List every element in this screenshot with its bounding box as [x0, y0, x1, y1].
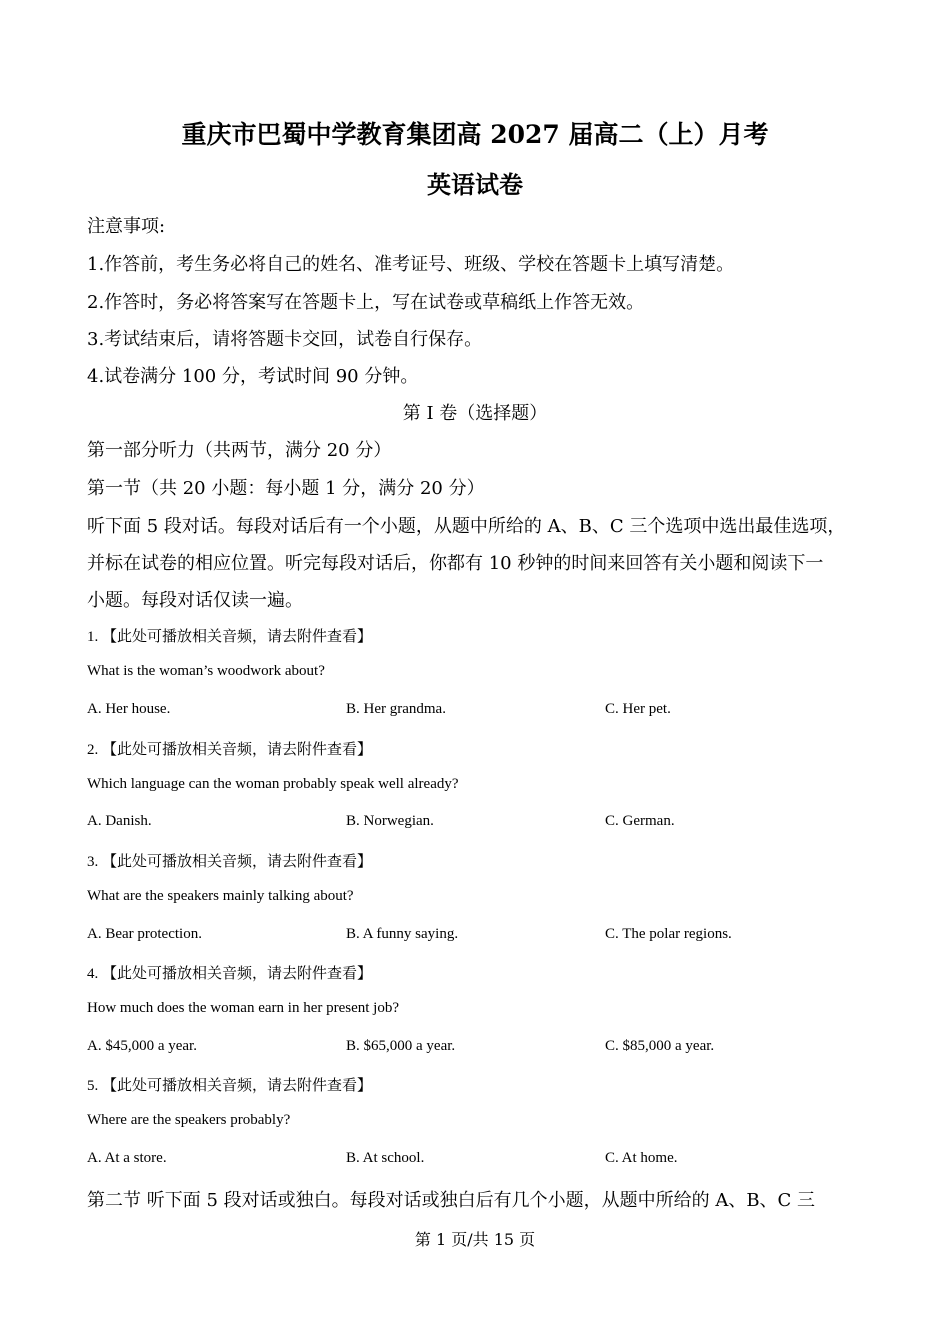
instruction-line: 并标在试卷的相应位置。听完每段对话后，你都有 10 秒钟的时间来回答有关小题和阅读下一 [87, 553, 824, 574]
option-c: C. At home. [605, 1150, 678, 1166]
page-footer: 第 1 页/共 15 页 [414, 1230, 536, 1249]
option-a: A. Danish. [87, 813, 152, 829]
notice-item: 4.试卷满分 100 分，考试时间 90 分钟。 [87, 366, 419, 387]
audio-placeholder[interactable]: 2. 【此处可播放相关音频，请去附件查看】 [87, 742, 373, 758]
instruction-line: 小题。每段对话仅读一遍。 [87, 590, 303, 611]
question-text: What is the woman’s woodwork about? [87, 663, 325, 679]
page-subtitle: 英语试卷 [427, 170, 523, 199]
option-b: B. $65,000 a year. [346, 1038, 456, 1054]
instruction-line: 听下面 5 段对话。每段对话后有一个小题，从题中所给的 A、B、C 三个选项中选出最佳选项， [87, 516, 846, 537]
option-b: B. Her grandma. [346, 701, 446, 717]
notice-item: 3.考试结束后，请将答题卡交回，试卷自行保存。 [87, 329, 483, 350]
part-heading: 第一部分听力（共两节，满分 20 分） [87, 440, 392, 461]
section-heading: 第二节 听下面 5 段对话或独白。每段对话或独白后有几个小题，从题中所给的 A、B、C 三 [87, 1190, 816, 1211]
option-c: C. German. [605, 813, 675, 829]
option-a: A. $45,000 a year. [87, 1038, 197, 1054]
option-c: C. The polar regions. [605, 926, 732, 942]
section-heading: 第一节（共 20 小题：每小题 1 分，满分 20 分） [87, 478, 485, 499]
volume-heading: 第 I 卷（选择题） [402, 403, 548, 424]
question-text: What are the speakers mainly talking about? [87, 888, 354, 904]
notice-heading: 注意事项: [87, 216, 166, 237]
notice-item: 1.作答前，考生务必将自己的姓名、准考证号、班级、学校在答题卡上填写清楚。 [87, 254, 735, 275]
option-a: A. At a store. [87, 1150, 167, 1166]
question-text: Which language can the woman probably speak well already? [87, 776, 459, 792]
notice-item: 2.作答时，务必将答案写在答题卡上，写在试卷或草稿纸上作答无效。 [87, 292, 645, 313]
option-b: B. Norwegian. [346, 813, 434, 829]
audio-placeholder[interactable]: 4. 【此处可播放相关音频，请去附件查看】 [87, 966, 373, 982]
option-a: A. Her house. [87, 701, 171, 717]
option-b: B. A funny saying. [346, 926, 459, 942]
audio-placeholder[interactable]: 1. 【此处可播放相关音频，请去附件查看】 [87, 629, 373, 645]
page-title: 重庆市巴蜀中学教育集团高 2027 届高二（上）月考 [181, 120, 769, 149]
question-text: Where are the speakers probably? [87, 1112, 291, 1128]
option-a: A. Bear protection. [87, 926, 202, 942]
option-b: B. At school. [346, 1150, 425, 1166]
audio-placeholder[interactable]: 3. 【此处可播放相关音频，请去附件查看】 [87, 854, 373, 870]
audio-placeholder[interactable]: 5. 【此处可播放相关音频，请去附件查看】 [87, 1078, 373, 1094]
option-c: C. $85,000 a year. [605, 1038, 715, 1054]
option-c: C. Her pet. [605, 701, 671, 717]
question-text: How much does the woman earn in her present job? [87, 1000, 399, 1016]
